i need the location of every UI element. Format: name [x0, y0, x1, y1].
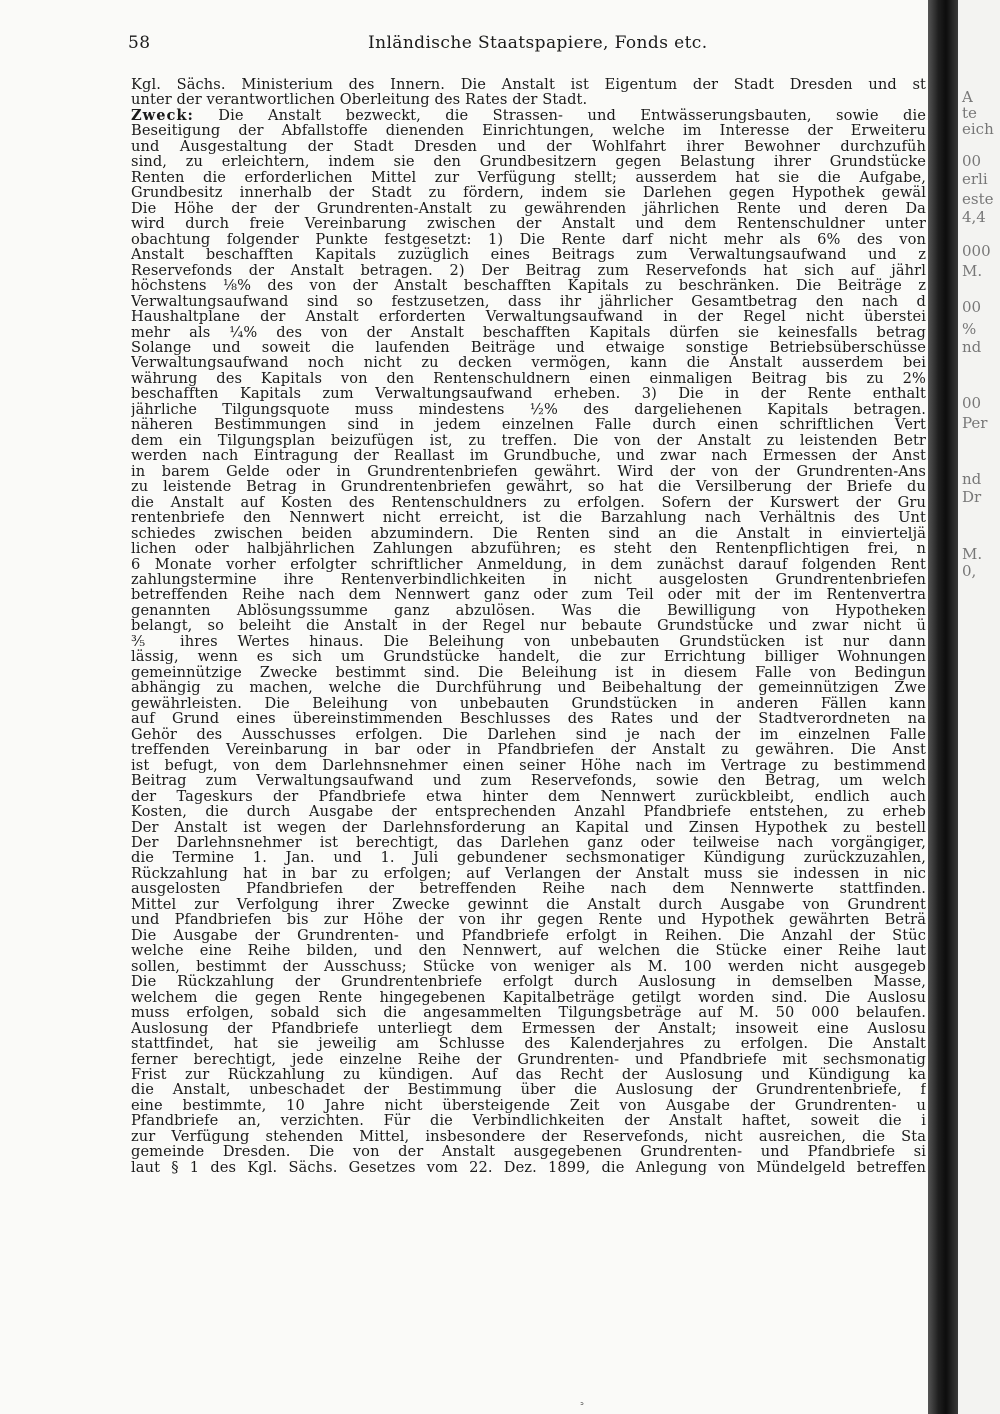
text-line: und Ausgestaltung der Stadt Dresden und der Wohlfahrt ihrer Bewohner durchzufüh — [131, 138, 926, 155]
text-line: Die Ausgabe der Grundrenten- und Pfandbriefe erfolgt in Reihen. Die Anzahl der Stüc — [131, 927, 926, 944]
text-line: Die Rückzahlung der Grundrentenbriefe erfolgt durch Auslosung in demselben Masse, — [131, 974, 926, 990]
text-line: genannten Ablösungssumme ganz abzulösen. Was die Bewilligung von Hypotheken — [131, 602, 926, 619]
text-line: Beseitigung der Abfallstoffe dienenden Einrichtungen, welche im Interesse der Erweiteru — [131, 123, 926, 139]
text-line: währung des Kapitals von den Rentenschuldnern einen einmaligen Beitrag bis zu 2% — [131, 370, 926, 387]
text-line: höchstens ⅛% des von der Anstalt beschafften Kapitals zu beschränken. Die Beiträge z — [131, 278, 926, 294]
text-line: Kosten, die durch Ausgabe der entsprechenden Anzahl Pfandbriefe entstehen, zu erheb — [131, 804, 926, 820]
text-line: 6 Monate vorher erfolgter schriftlicher Anmeldung, in dem zunächst darauf folgenden Rent — [131, 556, 926, 572]
text-line: Solange und soweit die laufenden Beiträge und etwaige sonstige Betriebsüberschüsse — [131, 339, 926, 356]
text-line: die Termine 1. Jan. und 1. Juli gebundener sechsmonatiger Kündigung zurückzuzahlen, — [131, 850, 926, 866]
text-line: obachtung folgender Punkte festgesetzt: 1) Die Rente darf nicht mehr als 6% des von — [131, 231, 926, 248]
text-line: sind, zu erleichtern, indem sie den Grundbesitzern gegen Belastung ihrer Grundstücke — [131, 154, 926, 170]
text-line: Reservefonds der Anstalt betragen. 2) Der Beitrag zum Reservefonds hat sich auf jährl — [131, 262, 926, 279]
adjacent-fragment: este — [962, 190, 994, 208]
text-line: beschafften Kapitals zum Verwaltungsaufwand erheben. 3) Die in der Rente enthalt — [131, 386, 926, 402]
adjacent-fragment: A — [962, 88, 973, 106]
text-line: welchem die gegen Rente hingegebenen Kapitalbeträge getilgt worden sind. Die Auslosu — [131, 989, 926, 1006]
text-line: betreffenden Reihe nach dem Nennwert ganz oder zum Teil oder mit der im Rentenvertra — [131, 587, 926, 603]
text-line: gewährleisten. Die Beleihung von unbebauten Grundstücken in anderen Fällen kann — [131, 695, 926, 712]
text-line: Gehör des Ausschusses erfolgen. Die Darlehen sind je nach der im einzelnen Falle — [131, 726, 926, 743]
book-gutter — [928, 0, 958, 1414]
text-line: Grundbesitz innerhalb der Stadt zu fördern, indem sie Darlehen gegen Hypothek gewäl — [131, 185, 926, 201]
text-line: auf Grund eines übereinstimmenden Beschlusses des Rates und der Stadtverordneten na — [131, 711, 926, 727]
text-line: gemeinde Dresden. Die von der Anstalt ausgegebenen Grundrenten- und Pfandbriefe si — [131, 1144, 926, 1160]
text-line: Rückzahlung hat in bar zu erfolgen; auf Verlangen der Anstalt muss sie indessen in nic — [131, 865, 926, 882]
text-line: Zweck: Die Anstalt bezweckt, die Strassen- und Entwässerungsbauten, sowie die — [131, 107, 926, 124]
text-line: jährliche Tilgungsquote muss mindestens ½% des dargeliehenen Kapitals betragen. — [131, 401, 926, 418]
text-line: und Pfandbriefen bis zur Höhe der von ihr gegen Rente und Hypothek gewährten Beträ — [131, 912, 926, 928]
adjacent-fragment: te — [962, 104, 977, 122]
text-line: Mittel zur Verfolgung ihrer Zwecke gewinnt die Anstalt durch Ausgabe von Grundrent — [131, 896, 926, 913]
adjacent-fragment: 4,4 — [962, 208, 986, 226]
text-line: in barem Gelde oder in Grundrentenbriefen gewährt. Wird der von der Grundrenten-Ans — [131, 463, 926, 480]
text-line: unter der verantwortlichen Oberleitung des Rates der Stadt. — [131, 92, 588, 108]
page-header — [128, 33, 928, 57]
text-line: muss erfolgen, sobald sich die angesammelten Tilgungsbeträge auf M. 50 000 belaufen. — [131, 1005, 926, 1021]
text-line: Beitrag zum Verwaltungsaufwand und zum Reservefonds, sowie den Betrag, um welch — [131, 773, 926, 789]
text-line: Der Darlehnsnehmer ist berechtigt, das Darlehen ganz oder teilweise nach vorgängiger, — [131, 834, 926, 851]
adjacent-fragment: M. — [962, 545, 983, 563]
adjacent-fragment: Dr — [962, 488, 982, 506]
adjacent-fragment: 00 — [962, 298, 982, 316]
adjacent-fragment: Per — [962, 414, 988, 432]
adjacent-fragment: nd — [962, 470, 982, 488]
adjacent-fragment: 00 — [962, 394, 982, 412]
text-line: zahlungstermine ihre Rentenverbindlichkeiten in nicht ausgelosten Grundrentenbriefen — [131, 572, 926, 588]
text-line: Verwaltungsaufwand sind so festzusetzen, dass ihr jährlicher Gesamtbetrag den nach d — [131, 293, 926, 310]
text-line: treffenden Vereinbarung in bar oder in Pfandbriefen der Anstalt zu gewähren. Die Anst — [131, 742, 926, 758]
adjacent-fragment: 00 — [962, 152, 982, 170]
text-line: zu leistende Betrag in Grundrentenbriefen gewährt, so hat die Versilberung der Briefe du — [131, 479, 926, 495]
text-line: die Anstalt, unbeschadet der Bestimmung über die Auslosung der Grundrentenbriefe, f — [131, 1082, 926, 1098]
section-keyword: Zweck: — [131, 107, 194, 124]
page-number: 58 — [128, 33, 151, 53]
text-line: ist befugt, von dem Darlehnsnehmer einen seiner Höhe nach im Vertrage zu bestimmend — [131, 757, 926, 774]
text-line: ferner berechtigt, jede einzelne Reihe der Grundrenten- und Pfandbriefe mit sechsmonatig — [131, 1051, 926, 1067]
text-line: Renten die erforderlichen Mittel zur Verfügung stellt; ausserdem hat sie die Aufgabe, — [131, 169, 926, 186]
text-line: abhängig zu machen, welche die Durchführung und Beibehaltung der gemeinnützigen Zwe — [131, 680, 926, 696]
text-line: Frist zur Rückzahlung zu kündigen. Auf das Recht der Auslosung und Kündigung ka — [131, 1067, 926, 1083]
text-line: Der Anstalt ist wegen der Darlehnsforderung an Kapital und Zinsen Hypothek zu bestell — [131, 819, 926, 835]
text-line: lichen oder halbjährlichen Zahlungen abzuführen; es steht den Rentenpflichtigen frei, n — [131, 541, 926, 557]
text-line: Anstalt beschafften Kapitals zuzüglich eines Beitrags zum Verwaltungsaufwand und z — [131, 247, 926, 263]
text-line: lässig, wenn es sich um Grundstücke handelt, die zur Errichtung billiger Wohnungen — [131, 649, 926, 665]
text-line: sollen, bestimmt der Ausschuss; Stücke von weniger als M. 100 werden nicht ausgegeb — [131, 958, 926, 975]
text-line: schiedes zwischen beiden abzumindern. Die Renten sind an die Anstalt in einvierteljä — [131, 525, 926, 542]
text-line: laut § 1 des Kgl. Sächs. Gesetzes vom 22. Dez. 1899, die Anlegung von Mündelgeld betreffen — [131, 1159, 926, 1176]
text-line: ausgelosten Pfandbriefen der betreffenden Reihe nach dem Nennwerte stattfinden. — [131, 881, 926, 897]
text-line: rentenbriefe den Nennwert nicht erreicht, ist die Barzahlung nach Verhältnis des Unt — [131, 510, 926, 526]
text-line: zur Verfügung stehenden Mittel, insbesondere der Reservefonds, nicht ausreichen, die Sta — [131, 1128, 926, 1145]
text-line: wird durch freie Vereinbarung zwischen der Anstalt und dem Rentenschuldner unter — [131, 216, 926, 232]
text-line: ⅗ ihres Wertes hinaus. Die Beleihung von unbebauten Grundstücken ist nur dann — [131, 633, 926, 650]
text-line: gemeinnützige Zwecke bestimmt sind. Die Beleihung ist in diesem Falle von Bedingun — [131, 664, 926, 681]
text-line: eine bestimmte, 10 Jahre nicht übersteigende Zeit von Ausgabe der Grundrenten- u — [131, 1097, 926, 1114]
text-line: stattfindet, hat sie jeweilig am Schlusse des Kalenderjahres zu erfolgen. Die Anstalt — [131, 1036, 926, 1052]
print-mark: ᐣ — [580, 1401, 584, 1412]
text-line: Die Höhe der der Grundrenten-Anstalt zu gewährenden jährlichen Rente und deren Da — [131, 200, 926, 217]
body-text — [131, 77, 926, 1175]
text-line: dem ein Tilgungsplan beizufügen ist, zu treffen. Die von der Anstalt zu leistenden Betr — [131, 432, 926, 449]
text-line: Haushaltplane der Anstalt erforderten Verwaltungsaufwand in der Regel nicht überstei — [131, 309, 926, 325]
text-line: werden nach Eintragung der Reallast im Grundbuche, und zwar nach Ermessen der Anst — [131, 448, 926, 464]
adjacent-fragment: 000 — [962, 242, 991, 260]
text-line: welche eine Reihe bilden, und den Nennwert, auf welchen die Stücke einer Reihe laut — [131, 943, 926, 959]
text-line: der Tageskurs der Pfandbriefe etwa hinter dem Nennwert zurückbleibt, endlich auch — [131, 788, 926, 805]
text-line: belangt, so beleiht die Anstalt in der Regel nur bebaute Grundstücke und zwar nicht ü — [131, 618, 926, 634]
adjacent-fragment: nd — [962, 338, 982, 356]
adjacent-fragment: M. — [962, 262, 983, 280]
text-line: näheren Bestimmungen sind in jedem einzelnen Falle durch einen schriftlichen Vert — [131, 417, 926, 433]
adjacent-fragment: 0, — [962, 562, 977, 580]
adjacent-fragment: erli — [962, 170, 988, 188]
text-line: Kgl. Sächs. Ministerium des Innern. Die Anstalt ist Eigentum der Stadt Dresden und st — [131, 77, 926, 93]
text-line: die Anstalt auf Kosten des Rentenschuldners zu erfolgen. Sofern der Kurswert der Gru — [131, 494, 926, 511]
text-line: Auslosung der Pfandbriefe unterliegt dem Ermessen der Anstalt; insoweit eine Auslosu — [131, 1020, 926, 1037]
text-line: Pfandbriefe an, verzichten. Für die Verbindlichkeiten der Anstalt haftet, soweit die i — [131, 1113, 926, 1129]
adjacent-page-edge — [958, 0, 1000, 1414]
running-title: Inländische Staatspapiere, Fonds etc. — [368, 33, 708, 53]
adjacent-fragment: eich — [962, 120, 994, 138]
adjacent-fragment: % — [962, 320, 977, 338]
text-line: Verwaltungsaufwand noch nicht zu decken vermögen, kann die Anstalt ausserdem bei — [131, 355, 926, 371]
text-line: mehr als ¼% des von der Anstalt beschafften Kapitals dürfen sie keinesfalls betrag — [131, 324, 926, 340]
